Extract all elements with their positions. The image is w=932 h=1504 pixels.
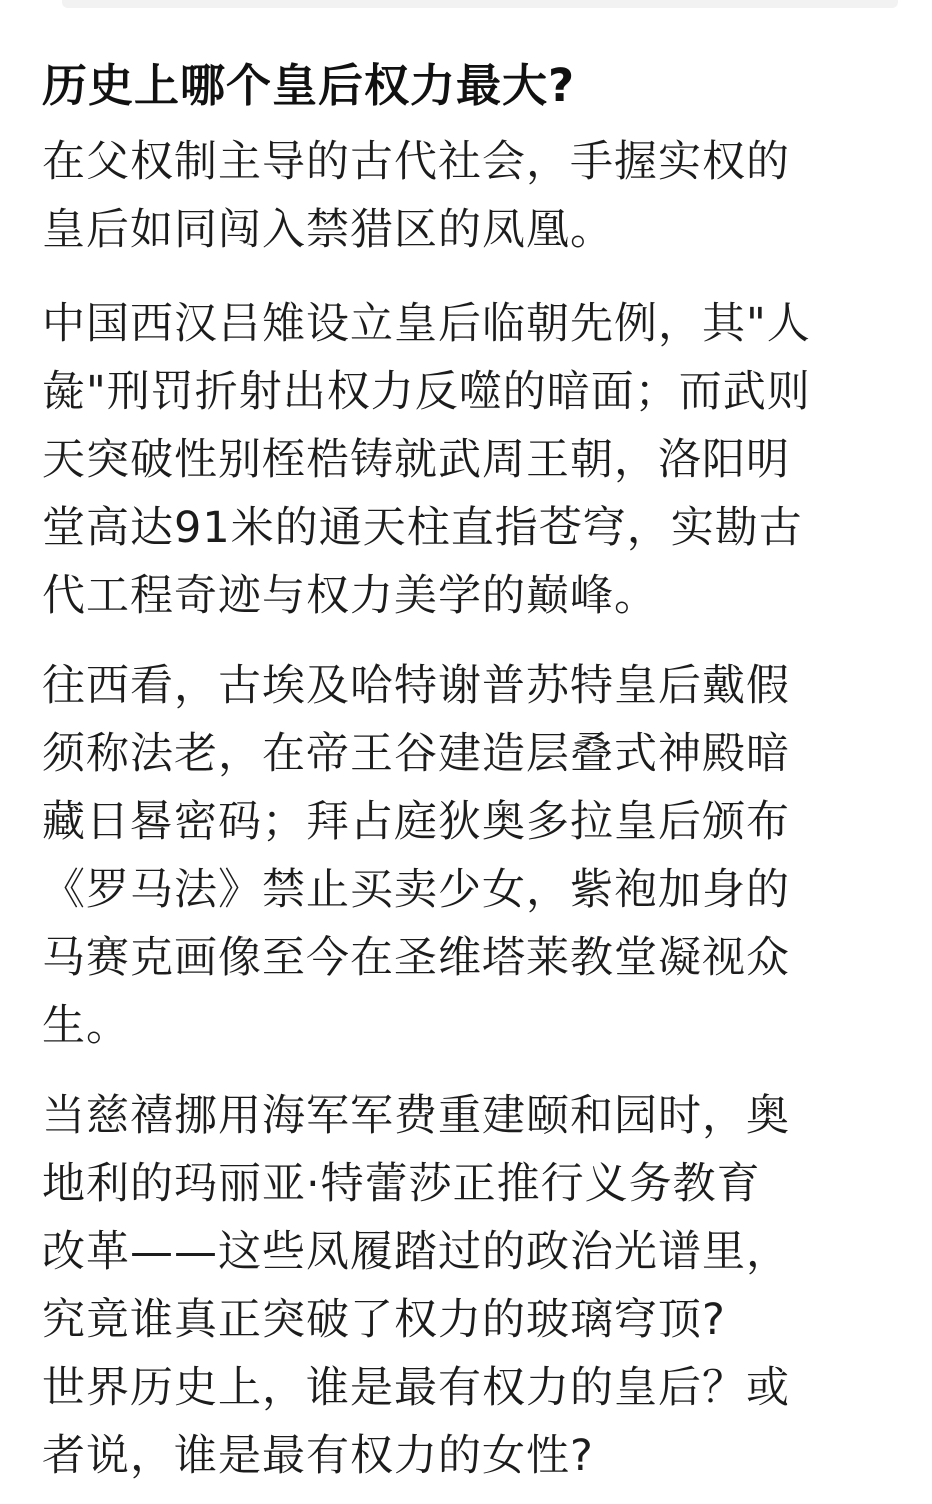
paragraph-line: 皇后如同闯入禁猎区的凤凰。 xyxy=(42,205,614,255)
paragraph-3 xyxy=(42,652,912,1060)
top-bar xyxy=(62,0,898,8)
paragraph-line: 马赛克画像至今在圣维塔莱教堂凝视众 xyxy=(42,933,790,983)
paragraph-line: 中国西汉吕雉设立皇后临朝先例，其"人 xyxy=(42,299,811,349)
paragraph-line: 究竟谁真正突破了权力的玻璃穹顶? xyxy=(42,1295,726,1345)
paragraph-line: 堂高达91米的通天柱直指苍穹，实勘古 xyxy=(42,503,803,553)
paragraph-line: 藏日晷密码；拜占庭狄奥多拉皇后颁布 xyxy=(42,797,790,847)
paragraph-line: 《罗马法》禁止买卖少女，紫袍加身的 xyxy=(42,865,790,915)
paragraph-line: 代工程奇迹与权力美学的巅峰。 xyxy=(42,571,658,621)
paragraph-line: 者说，谁是最有权力的女性? xyxy=(42,1431,594,1481)
paragraph-line: 彘"刑罚折射出权力反噬的暗面；而武则 xyxy=(42,367,811,417)
paragraph-line: 须称法老，在帝王谷建造层叠式神殿暗 xyxy=(42,729,790,779)
paragraph-line: 地利的玛丽亚·特蕾莎正推行义务教育 xyxy=(42,1159,761,1209)
paragraph-1 xyxy=(42,128,912,264)
paragraph-line: 改革——这些凤履踏过的政治光谱里， xyxy=(42,1227,790,1277)
paragraph-4 xyxy=(42,1082,912,1490)
paragraph-line: 当慈禧挪用海军军费重建颐和园时，奥 xyxy=(42,1091,790,1141)
paragraph-line: 往西看，古埃及哈特谢普苏特皇后戴假 xyxy=(42,661,790,711)
paragraph-line: 世界历史上，谁是最有权力的皇后？或 xyxy=(42,1363,790,1413)
paragraph-line: 生。 xyxy=(42,1001,130,1051)
article-title: 历史上哪个皇后权力最大? xyxy=(42,59,576,112)
paragraph-line: 在父权制主导的古代社会，手握实权的 xyxy=(42,137,790,187)
paragraph-2 xyxy=(42,290,912,630)
paragraph-line: 天突破性别桎梏铸就武周王朝，洛阳明 xyxy=(42,435,790,485)
article xyxy=(42,50,912,1490)
